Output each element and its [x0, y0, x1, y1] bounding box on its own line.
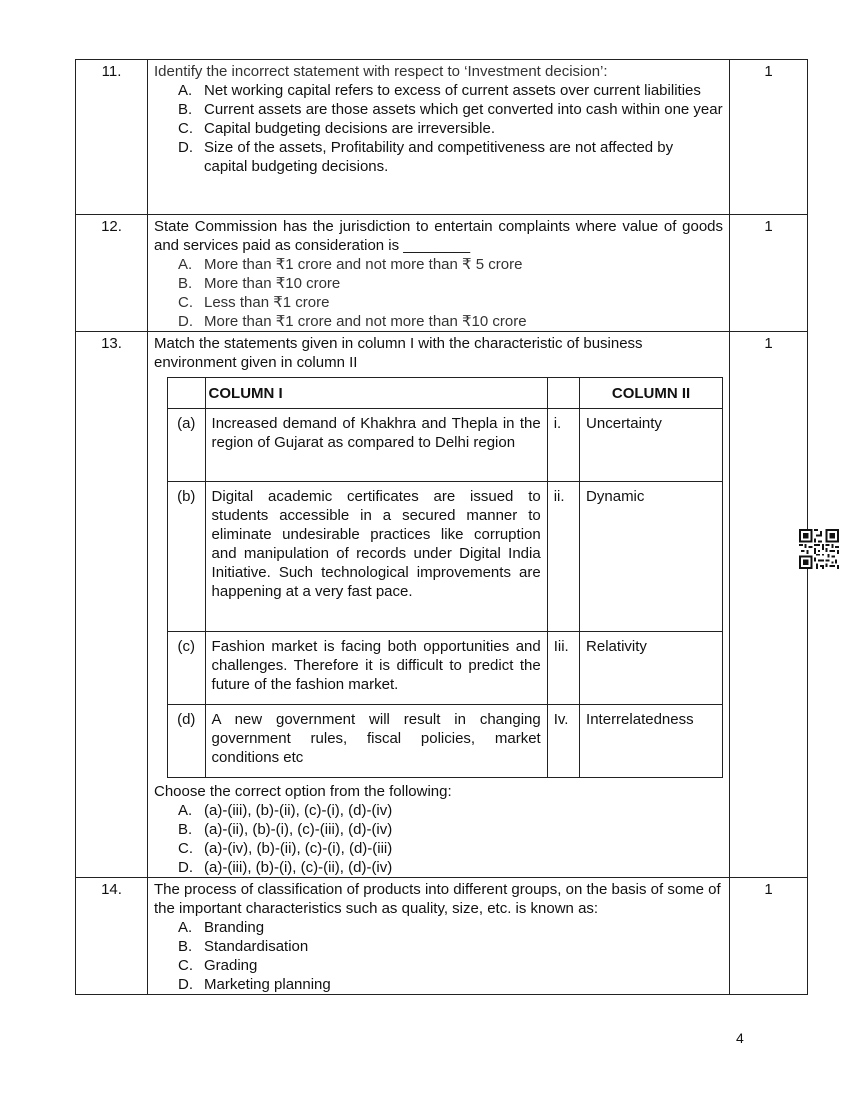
question-row-12 [76, 215, 808, 332]
match-row-d [168, 705, 723, 778]
question-row-14 [76, 878, 808, 995]
match-key: (b) [168, 482, 206, 632]
match-statement: Fashion market is facing both opportunities and challenges. Therefore it is difficult to predict the future of the fashion market. [205, 632, 547, 705]
match-item: Interrelatedness [580, 705, 723, 778]
match-row-c [168, 632, 723, 705]
option-label: C. [178, 120, 193, 137]
match-number: Iii. [547, 632, 579, 705]
option-label: A. [178, 802, 193, 819]
question-row-13 [76, 332, 808, 878]
match-header-column-2: COLUMN II [580, 378, 723, 409]
question-number: 14. [76, 878, 148, 995]
page-number: 4 [736, 1030, 744, 1046]
option-label: B. [178, 938, 193, 955]
question-marks: 1 [730, 215, 808, 332]
option-label: C. [178, 294, 193, 311]
option-d [178, 312, 723, 331]
question-body [148, 878, 730, 995]
option-b [178, 100, 723, 119]
question-body [148, 215, 730, 332]
question-stem: The process of classification of products into different groups, on the basis of some of the important characteristics such as quality, size, etc. is known as: [154, 881, 721, 917]
option-label: C. [178, 840, 193, 857]
question-marks: 1 [730, 878, 808, 995]
option-c [178, 119, 723, 138]
option-c [178, 293, 723, 312]
match-statement: Increased demand of Khakhra and Thepla in the region of Gujarat as compared to Delhi region [205, 409, 547, 482]
option-a [178, 81, 723, 100]
option-label: A. [178, 82, 193, 99]
option-text: Current assets are those assets which get converted into cash within one year [204, 101, 723, 118]
option-text: (a)-(ii), (b)-(i), (c)-(iii), (d)-(iv) [204, 821, 393, 838]
option-text: Capital budgeting decisions are irreversible. [204, 120, 495, 137]
question-stem: Match the statements given in column I with the characteristic of business environment given in column II [154, 335, 643, 371]
match-item: Relativity [580, 632, 723, 705]
option-c [178, 956, 723, 975]
question-marks: 1 [730, 332, 808, 878]
question-stem: Identify the incorrect statement with respect to ‘Investment decision’: [154, 63, 608, 80]
match-key: (d) [168, 705, 206, 778]
match-header-row [168, 378, 723, 409]
match-statement: A new government will result in changing government rules, fiscal policies, market conditions etc [205, 705, 547, 778]
match-header-column-1: COLUMN I [205, 378, 547, 409]
option-d [178, 975, 723, 994]
option-text: More than ₹10 crore [204, 275, 341, 292]
option-label: D. [178, 139, 193, 156]
match-key: (c) [168, 632, 206, 705]
match-header-blank [168, 378, 206, 409]
option-b [178, 274, 723, 293]
question-body [148, 60, 730, 215]
option-b [178, 820, 723, 839]
question-number: 12. [76, 215, 148, 332]
match-key: (a) [168, 409, 206, 482]
match-number: i. [547, 409, 579, 482]
option-label: B. [178, 101, 193, 118]
option-text: More than ₹1 crore and not more than ₹10 crore [204, 313, 527, 330]
match-item: Uncertainty [580, 409, 723, 482]
option-a [178, 255, 723, 274]
option-a [178, 918, 723, 937]
option-label: A. [178, 919, 193, 936]
match-item: Dynamic [580, 482, 723, 632]
match-header-blank [547, 378, 579, 409]
question-stem: State Commission has the jurisdiction to entertain complaints where value of goods and services paid as consideration is ________ [154, 218, 723, 254]
question-row-11 [76, 60, 808, 215]
question-number: 11. [76, 60, 148, 215]
question-number: 13. [76, 332, 148, 878]
option-text: More than ₹1 crore and not more than ₹ 5 crore [204, 256, 523, 273]
option-c [178, 839, 723, 858]
option-text: Size of the assets, Profitability and competitiveness are not affected by capital budgeting decisions. [204, 139, 674, 175]
option-text: Standardisation [204, 938, 309, 955]
qr-code-icon [799, 529, 839, 569]
option-text: Less than ₹1 crore [204, 294, 330, 311]
option-text: (a)-(iii), (b)-(i), (c)-(ii), (d)-(iv) [204, 859, 393, 876]
option-text: Marketing planning [204, 976, 331, 993]
question-marks: 1 [730, 60, 808, 215]
option-text: Net working capital refers to excess of current assets over current liabilities [204, 82, 701, 99]
question-table [75, 59, 808, 995]
match-number: Iv. [547, 705, 579, 778]
option-list [154, 255, 723, 331]
option-text: Branding [204, 919, 265, 936]
option-label: B. [178, 821, 193, 838]
match-statement: Digital academic certificates are issued to students accessible in a secured manner to eliminate undesirable practices like corruption and manipulation of records under Digital India Initiative. Such technological improvements are happening at a very fast pace. [205, 482, 547, 632]
option-label: D. [178, 976, 193, 993]
option-d [178, 858, 723, 877]
option-a [178, 801, 723, 820]
match-number: ii. [547, 482, 579, 632]
match-row-a [168, 409, 723, 482]
match-table [167, 377, 723, 778]
option-text: (a)-(iv), (b)-(ii), (c)-(i), (d)-(iii) [204, 840, 393, 857]
option-text: Grading [204, 957, 258, 974]
option-label: D. [178, 859, 193, 876]
option-label: A. [178, 256, 193, 273]
option-label: D. [178, 313, 193, 330]
option-text: (a)-(iii), (b)-(ii), (c)-(i), (d)-(iv) [204, 802, 393, 819]
option-label: C. [178, 957, 193, 974]
option-d [178, 138, 723, 176]
option-b [178, 937, 723, 956]
option-list [154, 918, 723, 994]
choose-instruction: Choose the correct option from the following: [154, 783, 452, 800]
match-row-b [168, 482, 723, 632]
option-list [154, 81, 723, 176]
option-list [154, 801, 723, 877]
option-label: B. [178, 275, 193, 292]
question-body [148, 332, 730, 878]
